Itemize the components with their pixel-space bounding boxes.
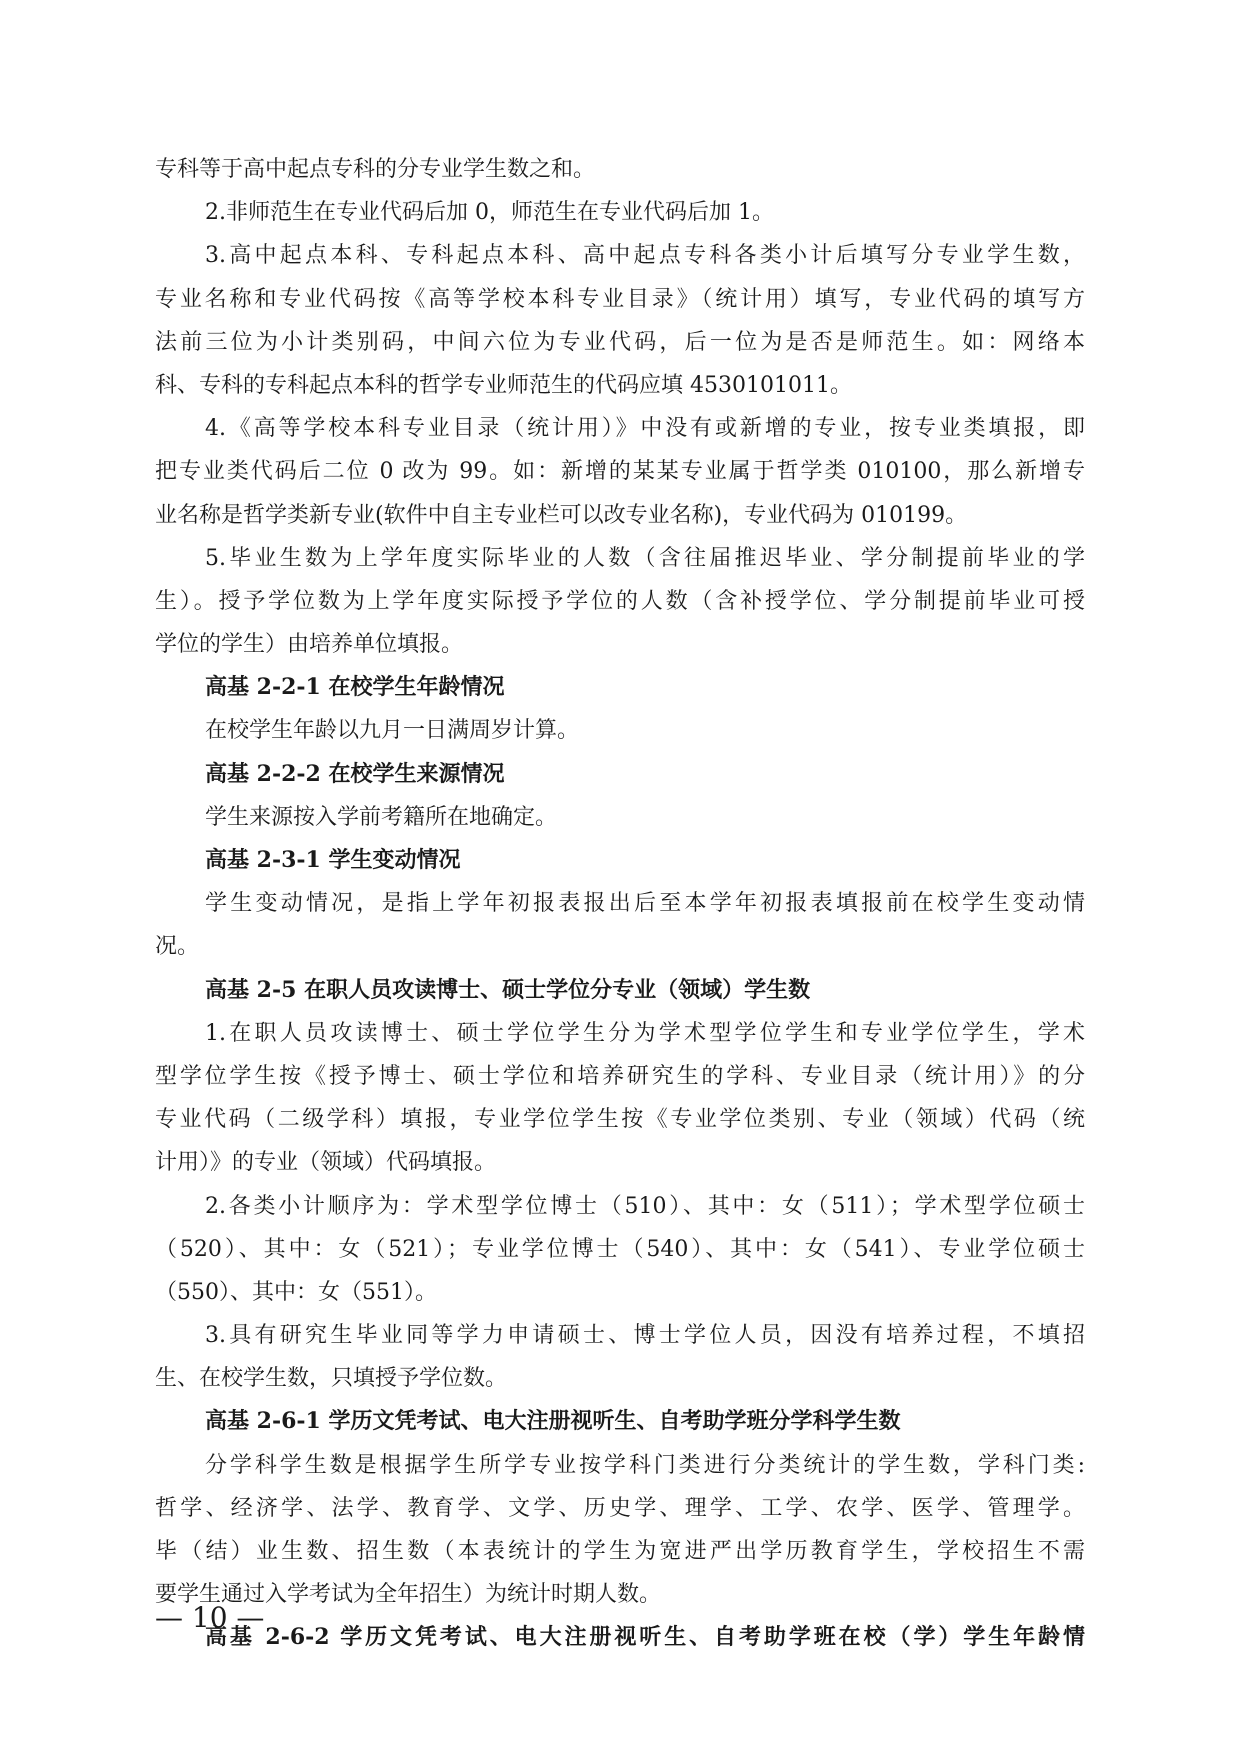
text-line: 毕（结）业生数、招生数（本表统计的学生为宽进严出学历教育学生，学校招生不需 bbox=[155, 1539, 1085, 1564]
text-line: 学位的学生）由培养单位填报。 bbox=[155, 632, 464, 658]
text-line: （550）、其中：女（551）。 bbox=[155, 1279, 437, 1305]
text-line: 生）。授予学位数为上学年度实际授予学位的人数（含补授学位、学分制提前毕业可授 bbox=[155, 588, 1085, 614]
text-line: 2.非师范生在专业代码后加 0，师范生在专业代码后加 1。 bbox=[205, 200, 774, 226]
text-line: 5.毕业生数为上学年度实际毕业的人数（含往届推迟毕业、学分制提前毕业的学 bbox=[205, 545, 1085, 571]
text-line: 生、在校学生数，只填授予学位数。 bbox=[155, 1366, 508, 1392]
text-line: 业名称是哲学类新专业(软件中自主专业栏可以改专业名称)，专业代码为 010199。 bbox=[155, 502, 968, 528]
text-line: 3.具有研究生毕业同等学力申请硕士、博士学位人员，因没有培养过程，不填招 bbox=[205, 1323, 1085, 1349]
section-heading: 高基 2-2-1 在校学生年龄情况 bbox=[205, 674, 505, 701]
text-line: 1.在职人员攻读博士、硕士学位学生分为学术型学位学生和专业学位学生，学术 bbox=[205, 1020, 1085, 1046]
text-line: 学生变动情况，是指上学年初报表报出后至本学年初报表填报前在校学生变动情 bbox=[205, 891, 1085, 917]
text-line: 学生来源按入学前考籍所在地确定。 bbox=[205, 804, 558, 830]
text-line: 况。 bbox=[155, 934, 200, 960]
text-line: 专科等于高中起点专科的分专业学生数之和。 bbox=[155, 157, 596, 182]
text-line: 在校学生年龄以九月一日满周岁计算。 bbox=[205, 718, 580, 744]
text-line: 计用）》的专业（领域）代码填报。 bbox=[155, 1150, 497, 1176]
text-line: 把专业类代码后二位 0 改为 99。如：新增的某某专业属于哲学类 010100，那么新增专 bbox=[155, 459, 1085, 485]
text-line: 法前三位为小计类别码，中间六位为专业代码，后一位为是否是师范生。如：网络本 bbox=[155, 329, 1085, 355]
text-line: （520）、其中：女（521）；专业学位博士（540）、其中：女（541）、专业学位硕士 bbox=[155, 1236, 1085, 1262]
text-line: 2.各类小计顺序为：学术型学位博士（510）、其中：女（511）；学术型学位硕士 bbox=[205, 1193, 1085, 1219]
text-line: 要学生通过入学考试为全年招生）为统计时期人数。 bbox=[155, 1582, 662, 1608]
section-heading: 高基 2-6-2 学历文凭考试、电大注册视听生、自考助学班在校（学）学生年龄情 bbox=[205, 1624, 1085, 1651]
section-heading: 高基 2-2-2 在校学生来源情况 bbox=[205, 760, 505, 787]
document-body bbox=[155, 148, 1085, 1660]
text-line: 4.《高等学校本科专业目录（统计用）》中没有或新增的专业，按专业类填报，即 bbox=[205, 416, 1085, 442]
text-line: 型学位学生按《授予博士、硕士学位和培养研究生的学科、专业目录（统计用）》的分 bbox=[155, 1063, 1085, 1089]
section-heading: 高基 2-3-1 学生变动情况 bbox=[205, 847, 461, 873]
page-number: — 10 — bbox=[155, 1601, 265, 1634]
text-line: 哲学、经济学、法学、教育学、文学、历史学、理学、工学、农学、医学、管理学。 bbox=[155, 1495, 1085, 1521]
text-line: 科、专科的专科起点本科的哲学专业师范生的代码应填 4530101011。 bbox=[155, 372, 852, 398]
text-line: 分学科学生数是根据学生所学专业按学科门类进行分类统计的学生数，学科门类: bbox=[205, 1452, 1085, 1478]
text-line: 专业代码（二级学科）填报，专业学位学生按《专业学位类别、专业（领域）代码（统 bbox=[155, 1107, 1085, 1133]
text-line: 3.高中起点本科、专科起点本科、高中起点专科各类小计后填写分专业学生数， bbox=[205, 243, 1085, 269]
section-heading: 高基 2-6-1 学历文凭考试、电大注册视听生、自考助学班分学科学生数 bbox=[205, 1408, 901, 1435]
section-heading: 高基 2-5 在职人员攻读博士、硕士学位分专业（领域）学生数 bbox=[205, 976, 811, 1003]
text-line: 专业名称和专业代码按《高等学校本科专业目录》（统计用）填写，专业代码的填写方 bbox=[155, 286, 1085, 312]
